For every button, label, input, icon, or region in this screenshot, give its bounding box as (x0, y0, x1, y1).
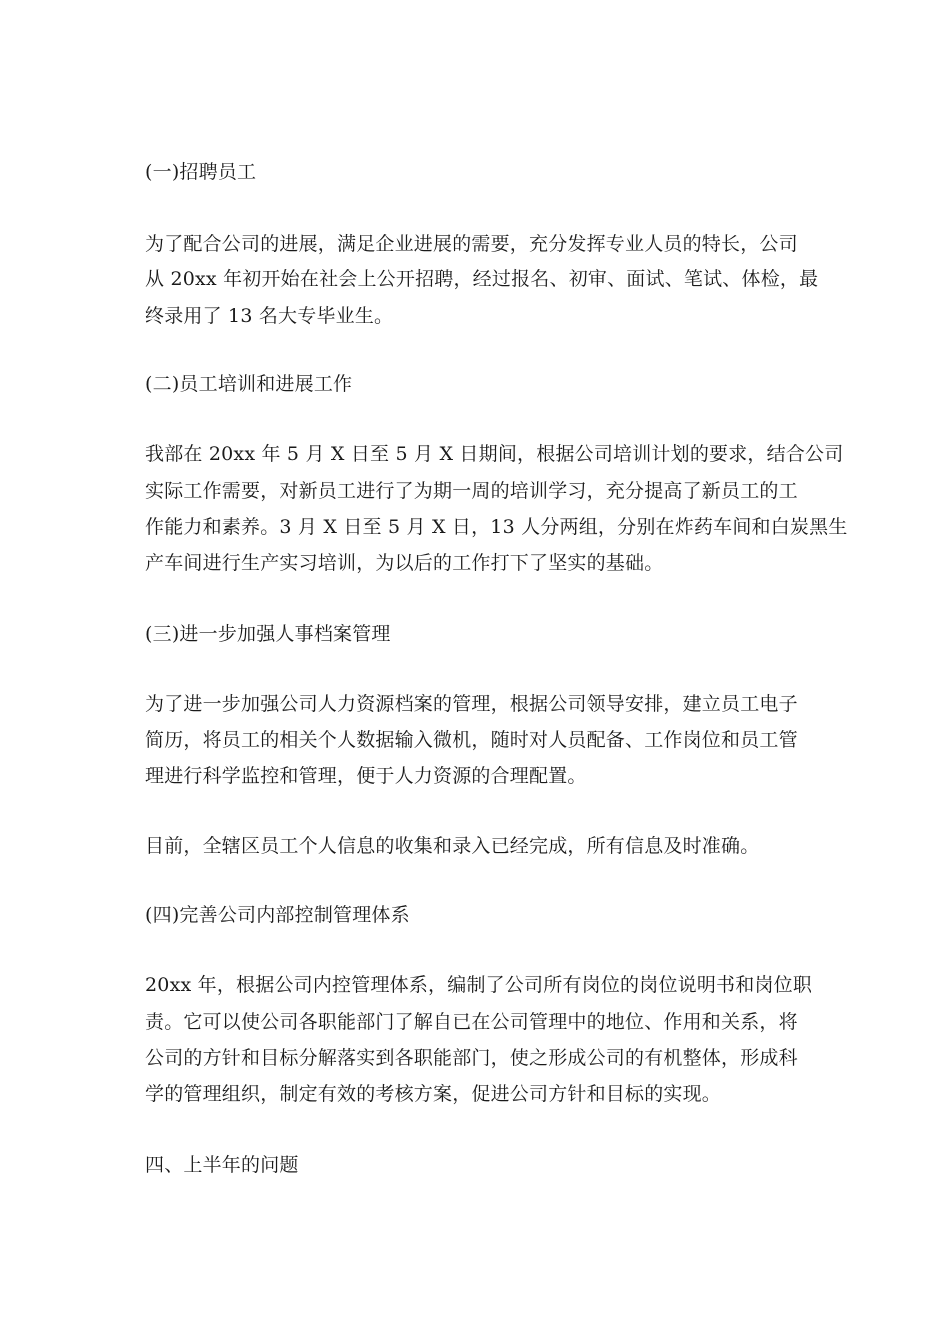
paragraph-line: 理进行科学监控和管理，便于人力资源的合理配置。 (145, 765, 587, 787)
paragraph-line: 产车间进行生产实习培训，为以后的工作打下了坚实的基础。 (145, 552, 664, 574)
paragraph-line: 目前，全辖区员工个人信息的收集和录入已经完成，所有信息及时准确。 (145, 835, 760, 857)
section-heading: (一)招聘员工 (145, 161, 257, 183)
paragraph-line: 作能力和素养。3 月 X 日至 5 月 X 日，13 人分两组，分别在炸药车间和白炭黑生 (145, 516, 848, 538)
paragraph-line: 责。它可以使公司各职能部门了解自已在公司管理中的地位、作用和关系，将 (145, 1011, 798, 1033)
paragraph-line: 简历，将员工的相关个人数据输入微机，随时对人员配备、工作岗位和员工管 (145, 729, 798, 751)
paragraph-line: 公司的方针和目标分解落实到各职能部门，使之形成公司的有机整体，形成科 (145, 1047, 798, 1069)
section-heading: 四、上半年的问题 (145, 1154, 299, 1176)
section-heading: (三)进一步加强人事档案管理 (145, 623, 391, 645)
paragraph-line: 我部在 20xx 年 5 月 X 日至 5 月 X 日期间，根据公司培训计划的要求，结合公司 (145, 443, 844, 465)
section-heading: (二)员工培训和进展工作 (145, 373, 353, 395)
section-heading: (四)完善公司内部控制管理体系 (145, 904, 410, 926)
paragraph-line: 实际工作需要，对新员工进行了为期一周的培训学习，充分提高了新员工的工 (145, 480, 798, 502)
paragraph-line: 从 20xx 年初开始在社会上公开招聘，经过报名、初审、面试、笔试、体检，最 (145, 268, 819, 290)
paragraph-line: 终录用了 13 名大专毕业生。 (145, 305, 394, 327)
paragraph-line: 为了配合公司的进展，满足企业进展的需要，充分发挥专业人员的特长，公司 (145, 233, 798, 255)
paragraph-line: 20xx 年，根据公司内控管理体系，编制了公司所有岗位的岗位说明书和岗位职 (145, 974, 813, 996)
paragraph-line: 为了进一步加强公司人力资源档案的管理，根据公司领导安排，建立员工电子 (145, 693, 798, 715)
paragraph-line: 学的管理组织，制定有效的考核方案，促进公司方针和目标的实现。 (145, 1083, 722, 1105)
